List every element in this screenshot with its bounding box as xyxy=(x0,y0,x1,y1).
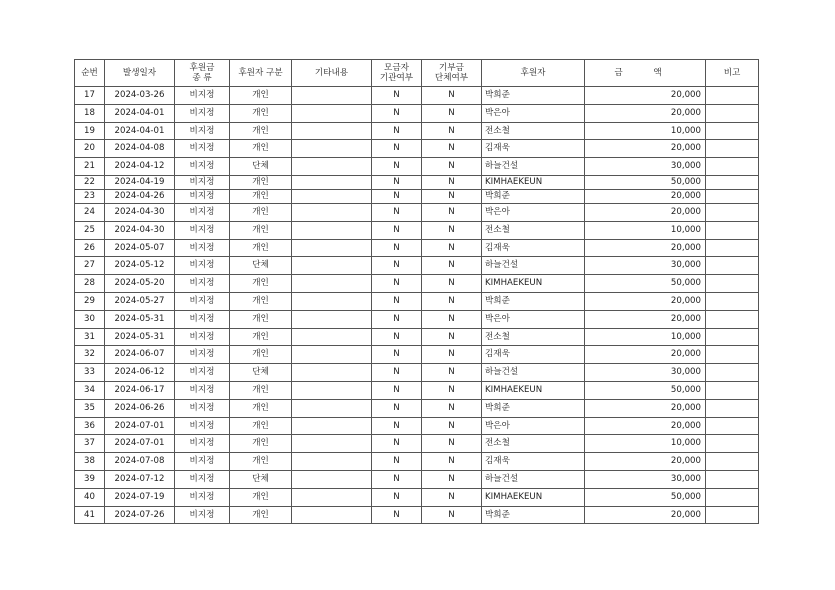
cell-note xyxy=(706,257,759,275)
cell-donor-class: 개인 xyxy=(230,488,292,506)
cell-donation-type: 비지정 xyxy=(175,189,230,203)
cell-donor: 박은아 xyxy=(482,104,585,122)
cell-date: 2024-07-12 xyxy=(105,470,175,488)
header-donor: 후원자 xyxy=(482,60,585,87)
cell-amount: 10,000 xyxy=(585,328,706,346)
cell-donor-class: 개인 xyxy=(230,87,292,105)
table-row xyxy=(75,417,759,435)
cell-donor-class: 개인 xyxy=(230,328,292,346)
table-row xyxy=(75,175,759,189)
cell-donor: 김재욱 xyxy=(482,239,585,257)
cell-group-flag: N xyxy=(422,364,482,382)
header-group-flag xyxy=(422,60,482,87)
cell-note xyxy=(706,488,759,506)
cell-amount: 20,000 xyxy=(585,104,706,122)
cell-donor-class: 개인 xyxy=(230,189,292,203)
cell-note xyxy=(706,239,759,257)
cell-donor: 전소철 xyxy=(482,122,585,140)
cell-note xyxy=(706,203,759,221)
cell-amount: 20,000 xyxy=(585,189,706,203)
cell-donation-type: 비지정 xyxy=(175,506,230,524)
header-no: 순번 xyxy=(75,60,105,87)
cell-donor-class: 개인 xyxy=(230,140,292,158)
cell-note xyxy=(706,346,759,364)
table-row xyxy=(75,275,759,293)
cell-other xyxy=(292,417,372,435)
cell-no: 17 xyxy=(75,87,105,105)
cell-no: 20 xyxy=(75,140,105,158)
cell-donor: 김재욱 xyxy=(482,140,585,158)
cell-donor-class: 개인 xyxy=(230,453,292,471)
cell-donor: KIMHAEKEUN xyxy=(482,488,585,506)
cell-donor-class: 개인 xyxy=(230,310,292,328)
cell-fundraiser-flag: N xyxy=(372,275,422,293)
cell-donation-type: 비지정 xyxy=(175,292,230,310)
header-donation-type-line1: 후원금 xyxy=(189,62,215,73)
cell-other xyxy=(292,470,372,488)
cell-amount: 10,000 xyxy=(585,221,706,239)
cell-donation-type: 비지정 xyxy=(175,417,230,435)
header-group-flag-line2: 단체여부 xyxy=(434,73,469,83)
cell-amount: 50,000 xyxy=(585,381,706,399)
cell-fundraiser-flag: N xyxy=(372,506,422,524)
cell-donor: 하늘건설 xyxy=(482,364,585,382)
cell-fundraiser-flag: N xyxy=(372,140,422,158)
cell-group-flag: N xyxy=(422,87,482,105)
header-fundraiser-flag-line2: 기관여부 xyxy=(379,73,414,83)
cell-amount: 20,000 xyxy=(585,346,706,364)
cell-donor-class: 단체 xyxy=(230,257,292,275)
cell-group-flag: N xyxy=(422,175,482,189)
cell-donation-type: 비지정 xyxy=(175,275,230,293)
header-amount: 금 액 xyxy=(585,60,706,87)
cell-no: 22 xyxy=(75,175,105,189)
cell-date: 2024-04-26 xyxy=(105,189,175,203)
cell-group-flag: N xyxy=(422,381,482,399)
cell-donor: 박희준 xyxy=(482,399,585,417)
cell-date: 2024-07-19 xyxy=(105,488,175,506)
cell-fundraiser-flag: N xyxy=(372,239,422,257)
cell-other xyxy=(292,381,372,399)
donation-ledger-table xyxy=(74,59,759,524)
cell-no: 35 xyxy=(75,399,105,417)
cell-donor: 박은아 xyxy=(482,310,585,328)
cell-date: 2024-04-30 xyxy=(105,203,175,221)
cell-donation-type: 비지정 xyxy=(175,158,230,176)
cell-donor-class: 개인 xyxy=(230,221,292,239)
table-row xyxy=(75,399,759,417)
cell-donor-class: 개인 xyxy=(230,175,292,189)
cell-note xyxy=(706,310,759,328)
cell-note xyxy=(706,364,759,382)
cell-donor-class: 개인 xyxy=(230,435,292,453)
table-row xyxy=(75,328,759,346)
cell-note xyxy=(706,275,759,293)
cell-other xyxy=(292,435,372,453)
cell-other xyxy=(292,364,372,382)
cell-no: 28 xyxy=(75,275,105,293)
table-row xyxy=(75,203,759,221)
cell-fundraiser-flag: N xyxy=(372,221,422,239)
cell-group-flag: N xyxy=(422,310,482,328)
cell-date: 2024-07-26 xyxy=(105,506,175,524)
cell-donor: KIMHAEKEUN xyxy=(482,175,585,189)
cell-no: 31 xyxy=(75,328,105,346)
cell-group-flag: N xyxy=(422,104,482,122)
cell-group-flag: N xyxy=(422,399,482,417)
cell-donation-type: 비지정 xyxy=(175,203,230,221)
cell-other xyxy=(292,506,372,524)
cell-amount: 20,000 xyxy=(585,203,706,221)
cell-donor-class: 개인 xyxy=(230,275,292,293)
cell-no: 33 xyxy=(75,364,105,382)
table-row xyxy=(75,364,759,382)
cell-note xyxy=(706,122,759,140)
cell-donor: 박은아 xyxy=(482,203,585,221)
cell-amount: 50,000 xyxy=(585,175,706,189)
cell-donation-type: 비지정 xyxy=(175,364,230,382)
table-row xyxy=(75,346,759,364)
cell-no: 29 xyxy=(75,292,105,310)
cell-no: 21 xyxy=(75,158,105,176)
cell-date: 2024-05-27 xyxy=(105,292,175,310)
cell-note xyxy=(706,158,759,176)
cell-amount: 20,000 xyxy=(585,239,706,257)
cell-other xyxy=(292,104,372,122)
cell-donation-type: 비지정 xyxy=(175,140,230,158)
cell-date: 2024-05-12 xyxy=(105,257,175,275)
cell-other xyxy=(292,399,372,417)
cell-other xyxy=(292,328,372,346)
table-row xyxy=(75,221,759,239)
cell-group-flag: N xyxy=(422,239,482,257)
cell-amount: 50,000 xyxy=(585,275,706,293)
cell-donor: 김재욱 xyxy=(482,346,585,364)
cell-donation-type: 비지정 xyxy=(175,399,230,417)
cell-amount: 20,000 xyxy=(585,453,706,471)
cell-donor: 하늘건설 xyxy=(482,158,585,176)
cell-no: 19 xyxy=(75,122,105,140)
cell-other xyxy=(292,189,372,203)
cell-amount: 50,000 xyxy=(585,488,706,506)
cell-no: 37 xyxy=(75,435,105,453)
cell-fundraiser-flag: N xyxy=(372,346,422,364)
cell-amount: 30,000 xyxy=(585,257,706,275)
cell-note xyxy=(706,399,759,417)
table-row xyxy=(75,470,759,488)
cell-donor: 박희준 xyxy=(482,292,585,310)
cell-other xyxy=(292,140,372,158)
cell-note xyxy=(706,189,759,203)
header-fundraiser-flag-line1: 모금자 xyxy=(384,62,409,73)
cell-no: 32 xyxy=(75,346,105,364)
cell-donor-class: 개인 xyxy=(230,122,292,140)
table-row xyxy=(75,189,759,203)
cell-amount: 20,000 xyxy=(585,140,706,158)
cell-group-flag: N xyxy=(422,435,482,453)
cell-donor-class: 개인 xyxy=(230,104,292,122)
cell-donation-type: 비지정 xyxy=(175,175,230,189)
table-row xyxy=(75,488,759,506)
cell-note xyxy=(706,221,759,239)
table-row xyxy=(75,453,759,471)
cell-date: 2024-05-20 xyxy=(105,275,175,293)
cell-amount: 10,000 xyxy=(585,122,706,140)
cell-group-flag: N xyxy=(422,140,482,158)
cell-donation-type: 비지정 xyxy=(175,310,230,328)
cell-donor: 하늘건설 xyxy=(482,470,585,488)
header-donor-class: 후원자 구분 xyxy=(230,60,292,87)
cell-date: 2024-04-12 xyxy=(105,158,175,176)
cell-no: 41 xyxy=(75,506,105,524)
cell-note xyxy=(706,328,759,346)
cell-donation-type: 비지정 xyxy=(175,346,230,364)
cell-amount: 30,000 xyxy=(585,364,706,382)
cell-amount: 20,000 xyxy=(585,417,706,435)
cell-donor: 전소철 xyxy=(482,435,585,453)
cell-fundraiser-flag: N xyxy=(372,417,422,435)
cell-fundraiser-flag: N xyxy=(372,257,422,275)
cell-date: 2024-05-31 xyxy=(105,328,175,346)
cell-date: 2024-06-17 xyxy=(105,381,175,399)
cell-no: 36 xyxy=(75,417,105,435)
cell-fundraiser-flag: N xyxy=(372,399,422,417)
cell-donation-type: 비지정 xyxy=(175,239,230,257)
table-header-row xyxy=(75,60,759,87)
cell-other xyxy=(292,488,372,506)
cell-no: 25 xyxy=(75,221,105,239)
cell-donation-type: 비지정 xyxy=(175,257,230,275)
cell-fundraiser-flag: N xyxy=(372,488,422,506)
cell-donor-class: 개인 xyxy=(230,506,292,524)
table-row xyxy=(75,239,759,257)
cell-donation-type: 비지정 xyxy=(175,87,230,105)
cell-group-flag: N xyxy=(422,453,482,471)
cell-fundraiser-flag: N xyxy=(372,122,422,140)
cell-donor: KIMHAEKEUN xyxy=(482,275,585,293)
header-group-flag-line1: 기부금 xyxy=(439,62,464,73)
cell-no: 40 xyxy=(75,488,105,506)
cell-donor: KIMHAEKEUN xyxy=(482,381,585,399)
cell-donor: 박희준 xyxy=(482,189,585,203)
table-row xyxy=(75,310,759,328)
cell-fundraiser-flag: N xyxy=(372,435,422,453)
cell-donor-class: 단체 xyxy=(230,470,292,488)
cell-note xyxy=(706,175,759,189)
cell-other xyxy=(292,221,372,239)
cell-no: 26 xyxy=(75,239,105,257)
cell-date: 2024-04-01 xyxy=(105,122,175,140)
cell-date: 2024-06-07 xyxy=(105,346,175,364)
cell-other xyxy=(292,203,372,221)
cell-other xyxy=(292,453,372,471)
cell-donor-class: 개인 xyxy=(230,239,292,257)
cell-note xyxy=(706,140,759,158)
cell-donation-type: 비지정 xyxy=(175,381,230,399)
cell-donor-class: 개인 xyxy=(230,399,292,417)
cell-date: 2024-04-01 xyxy=(105,104,175,122)
table-row xyxy=(75,122,759,140)
cell-date: 2024-07-01 xyxy=(105,435,175,453)
cell-fundraiser-flag: N xyxy=(372,87,422,105)
cell-donation-type: 비지정 xyxy=(175,470,230,488)
header-date: 발생일자 xyxy=(105,60,175,87)
cell-donor: 전소철 xyxy=(482,221,585,239)
cell-donation-type: 비지정 xyxy=(175,122,230,140)
cell-date: 2024-04-30 xyxy=(105,221,175,239)
cell-other xyxy=(292,310,372,328)
cell-donation-type: 비지정 xyxy=(175,435,230,453)
cell-no: 18 xyxy=(75,104,105,122)
header-fundraiser-flag xyxy=(372,60,422,87)
cell-group-flag: N xyxy=(422,203,482,221)
cell-donor-class: 개인 xyxy=(230,292,292,310)
cell-fundraiser-flag: N xyxy=(372,470,422,488)
cell-other xyxy=(292,158,372,176)
cell-donor-class: 개인 xyxy=(230,346,292,364)
table-row xyxy=(75,257,759,275)
cell-other xyxy=(292,122,372,140)
cell-fundraiser-flag: N xyxy=(372,453,422,471)
cell-group-flag: N xyxy=(422,158,482,176)
cell-no: 34 xyxy=(75,381,105,399)
cell-donation-type: 비지정 xyxy=(175,221,230,239)
cell-group-flag: N xyxy=(422,122,482,140)
cell-no: 38 xyxy=(75,453,105,471)
cell-fundraiser-flag: N xyxy=(372,104,422,122)
table-row xyxy=(75,140,759,158)
cell-amount: 10,000 xyxy=(585,435,706,453)
table-row xyxy=(75,104,759,122)
cell-group-flag: N xyxy=(422,470,482,488)
cell-date: 2024-06-12 xyxy=(105,364,175,382)
cell-other xyxy=(292,257,372,275)
cell-donation-type: 비지정 xyxy=(175,453,230,471)
cell-fundraiser-flag: N xyxy=(372,158,422,176)
cell-other xyxy=(292,239,372,257)
cell-donor-class: 개인 xyxy=(230,417,292,435)
cell-group-flag: N xyxy=(422,221,482,239)
cell-fundraiser-flag: N xyxy=(372,328,422,346)
cell-amount: 30,000 xyxy=(585,470,706,488)
cell-date: 2024-07-01 xyxy=(105,417,175,435)
cell-donor: 박은아 xyxy=(482,417,585,435)
cell-amount: 20,000 xyxy=(585,292,706,310)
cell-no: 24 xyxy=(75,203,105,221)
cell-donor-class: 단체 xyxy=(230,364,292,382)
cell-donor: 박희준 xyxy=(482,506,585,524)
table-row xyxy=(75,435,759,453)
cell-fundraiser-flag: N xyxy=(372,292,422,310)
cell-fundraiser-flag: N xyxy=(372,189,422,203)
cell-date: 2024-03-26 xyxy=(105,87,175,105)
cell-donor: 김재욱 xyxy=(482,453,585,471)
cell-fundraiser-flag: N xyxy=(372,364,422,382)
cell-donation-type: 비지정 xyxy=(175,328,230,346)
table-row xyxy=(75,506,759,524)
cell-note xyxy=(706,506,759,524)
cell-group-flag: N xyxy=(422,189,482,203)
cell-note xyxy=(706,381,759,399)
cell-note xyxy=(706,435,759,453)
cell-fundraiser-flag: N xyxy=(372,203,422,221)
cell-note xyxy=(706,292,759,310)
cell-note xyxy=(706,417,759,435)
cell-donor: 박희준 xyxy=(482,87,585,105)
cell-other xyxy=(292,275,372,293)
table-row xyxy=(75,87,759,105)
table-row xyxy=(75,158,759,176)
cell-date: 2024-05-07 xyxy=(105,239,175,257)
cell-other xyxy=(292,175,372,189)
cell-donor-class: 단체 xyxy=(230,158,292,176)
cell-group-flag: N xyxy=(422,328,482,346)
cell-amount: 20,000 xyxy=(585,399,706,417)
cell-note xyxy=(706,87,759,105)
cell-group-flag: N xyxy=(422,417,482,435)
cell-amount: 20,000 xyxy=(585,310,706,328)
cell-group-flag: N xyxy=(422,275,482,293)
cell-no: 27 xyxy=(75,257,105,275)
cell-amount: 20,000 xyxy=(585,506,706,524)
cell-donation-type: 비지정 xyxy=(175,104,230,122)
cell-donor: 하늘건설 xyxy=(482,257,585,275)
cell-donor-class: 개인 xyxy=(230,203,292,221)
header-other: 기타내용 xyxy=(292,60,372,87)
cell-group-flag: N xyxy=(422,506,482,524)
cell-date: 2024-05-31 xyxy=(105,310,175,328)
cell-no: 39 xyxy=(75,470,105,488)
header-note: 비고 xyxy=(706,60,759,87)
cell-amount: 30,000 xyxy=(585,158,706,176)
cell-fundraiser-flag: N xyxy=(372,310,422,328)
cell-note xyxy=(706,104,759,122)
header-donation-type xyxy=(175,60,230,87)
cell-note xyxy=(706,470,759,488)
table-body xyxy=(75,87,759,524)
header-donation-type-line2: 종 류 xyxy=(192,73,212,83)
cell-fundraiser-flag: N xyxy=(372,381,422,399)
cell-date: 2024-06-26 xyxy=(105,399,175,417)
cell-donor: 전소철 xyxy=(482,328,585,346)
cell-donation-type: 비지정 xyxy=(175,488,230,506)
cell-date: 2024-07-08 xyxy=(105,453,175,471)
cell-other xyxy=(292,346,372,364)
cell-group-flag: N xyxy=(422,488,482,506)
cell-other xyxy=(292,292,372,310)
table-row xyxy=(75,292,759,310)
cell-group-flag: N xyxy=(422,257,482,275)
cell-amount: 20,000 xyxy=(585,87,706,105)
cell-group-flag: N xyxy=(422,292,482,310)
table-row xyxy=(75,381,759,399)
cell-date: 2024-04-19 xyxy=(105,175,175,189)
cell-note xyxy=(706,453,759,471)
cell-group-flag: N xyxy=(422,346,482,364)
cell-fundraiser-flag: N xyxy=(372,175,422,189)
cell-no: 30 xyxy=(75,310,105,328)
cell-date: 2024-04-08 xyxy=(105,140,175,158)
cell-other xyxy=(292,87,372,105)
cell-no: 23 xyxy=(75,189,105,203)
cell-donor-class: 개인 xyxy=(230,381,292,399)
